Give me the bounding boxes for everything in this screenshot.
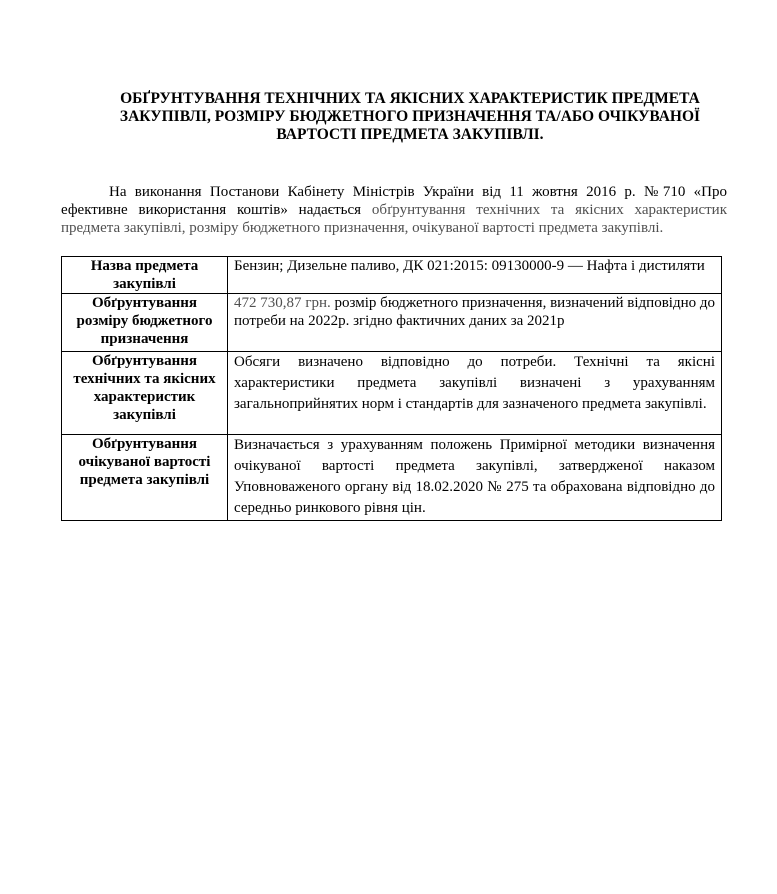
row-value: Визначається з урахуванням положень Примірної методики визначення очікуваної вартості предмета закупівлі, затвердженої наказом Уповноваженого органу від 18.02.2020 № 275 та обрахована відповідно до середньо ринкового рівня цін. xyxy=(228,435,722,521)
row-header: Обґрунтування очікуваної вартості предмета закупівлі xyxy=(62,435,228,521)
row-header: Обґрунтування розміру бюджетного призначення xyxy=(62,294,228,352)
row-value xyxy=(228,294,722,352)
row-header: Назва предмета закупівлі xyxy=(62,257,228,294)
budget-currency: грн. xyxy=(305,295,331,311)
document-title xyxy=(80,90,740,144)
row-value: Обсяги визначено відповідно до потреби. Технічні та якісні характеристики предмета закупівлі визначені з урахуванням загальноприйнятих норм і стандартів для зазначеного предмета закупівлі. xyxy=(228,352,722,435)
row-value: Бензин; Дизельне паливо, ДК 021:2015: 09130000-9 — Нафта і дистиляти xyxy=(228,257,722,294)
budget-amount: 472 730,87 xyxy=(234,295,302,311)
table-row xyxy=(62,294,722,352)
budget-description: розмір бюджетного призначення, визначений відповідно до потреби на 2022р. згідно фактичних даних за 2021р xyxy=(234,295,716,329)
table-row xyxy=(62,435,722,521)
intro-text-gray: обґрунтування технічних та якісних характеристик предмета закупівлі, розміру бюджетного призначення, очікуваної вартості предмета закупівлі. xyxy=(61,202,727,236)
table-row xyxy=(62,352,722,435)
justification-table xyxy=(61,256,722,521)
intro-paragraph xyxy=(61,183,727,237)
title-line: ОБҐРУНТУВАННЯ ТЕХНІЧНИХ ТА ЯКІСНИХ ХАРАКТЕРИСТИК ПРЕДМЕТА xyxy=(120,90,700,107)
intro-text: На виконання Постанови Кабінету Міністрів України від 11 жовтня 2016 р. №710 «Про ефективне використання коштів» надається xyxy=(61,184,727,218)
row-header: Обґрунтування технічних та якісних характеристик закупівлі xyxy=(62,352,228,435)
table-row xyxy=(62,257,722,294)
title-line: ВАРТОСТІ ПРЕДМЕТА ЗАКУПІВЛІ. xyxy=(276,126,544,143)
title-line: ЗАКУПІВЛІ, РОЗМІРУ БЮДЖЕТНОГО ПРИЗНАЧЕННЯ ТА/АБО ОЧІКУВАНОЇ xyxy=(119,108,701,125)
